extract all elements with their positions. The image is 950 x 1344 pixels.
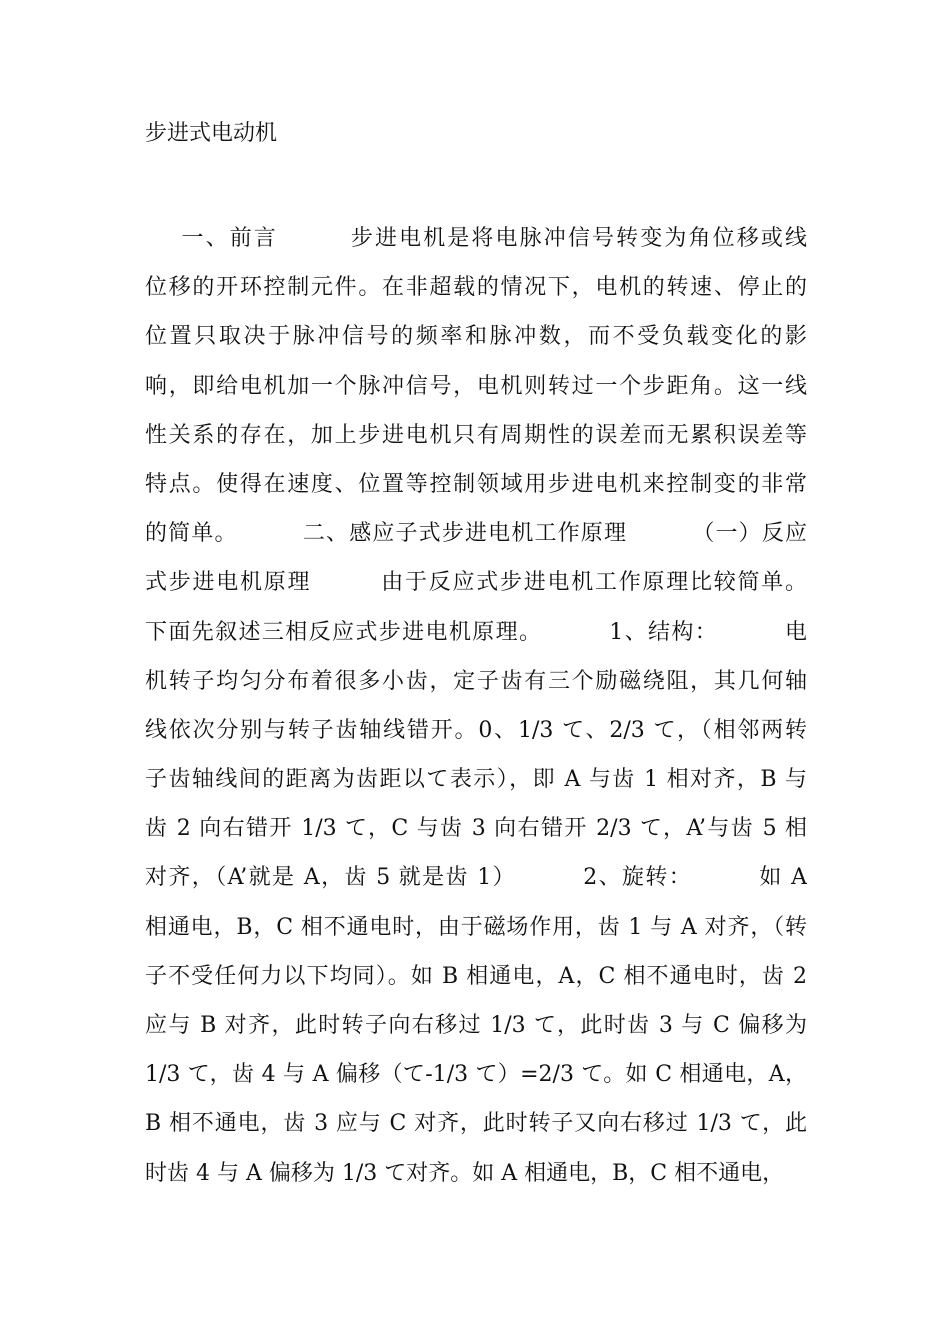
text-line: 时齿 4 与 A 偏移为 1/3 て对齐。如 A 相通电，B，C 相不通电， (145, 1160, 785, 1186)
text-line: 式步进电机原理 由于反应式步进电机工作原理比较简单。 (145, 570, 807, 596)
text-line: B 相不通电，齿 3 应与 C 对齐，此时转子又向右移过 1/3 て，此 (145, 1111, 807, 1137)
text-line: 响，即给电机加一个脉冲信号，电机则转过一个步距角。这一线 (145, 373, 807, 399)
body-paragraph (145, 214, 807, 1198)
text-line: 特点。使得在速度、位置等控制领域用步进电机来控制变的非常 (145, 471, 807, 497)
text-line: 下面先叙述三相反应式步进电机原理。 1、结构： 电 (145, 619, 807, 645)
text-line: 对齐，（A’就是 A，齿 5 就是齿 1） 2、旋转： 如 A (145, 865, 807, 891)
text-line: 线依次分别与转子齿轴线错开。0、1/3 て、2/3 て，（相邻两转 (145, 717, 807, 743)
text-line: 位置只取决于脉冲信号的频率和脉冲数，而不受负载变化的影 (145, 324, 807, 350)
text-line: 子不受任何力以下均同）。如 B 相通电，A，C 相不通电时，齿 2 (145, 963, 807, 989)
text-line: 性关系的存在，加上步进电机只有周期性的误差而无累积误差等 (145, 422, 807, 448)
document-title: 步进式电动机 (145, 121, 278, 146)
text-line: 相通电，B，C 相不通电时，由于磁场作用，齿 1 与 A 对齐，（转 (145, 914, 807, 940)
text-line: 位移的开环控制元件。在非超载的情况下，电机的转速、停止的 (145, 275, 807, 301)
text-line: 机转子均匀分布着很多小齿，定子齿有三个励磁绕阻，其几何轴 (145, 668, 807, 694)
text-line: 的简单。 二、感应子式步进电机工作原理 （一）反应 (145, 521, 807, 547)
text-line: 子齿轴线间的距离为齿距以て表示），即 A 与齿 1 相对齐，B 与 (145, 767, 807, 793)
text-line: 一、前言 步进电机是将电脉冲信号转变为角位移或线 (145, 226, 807, 251)
text-line: 1/3 て，齿 4 与 A 偏移（て-1/3 て）=2/3 て。如 C 相通电，A， (145, 1062, 807, 1088)
text-line: 应与 B 对齐，此时转子向右移过 1/3 て，此时齿 3 与 C 偏移为 (145, 1013, 807, 1038)
text-line: 齿 2 向右错开 1/3 て，C 与齿 3 向右错开 2/3 て，A’与齿 5 相 (145, 816, 807, 842)
